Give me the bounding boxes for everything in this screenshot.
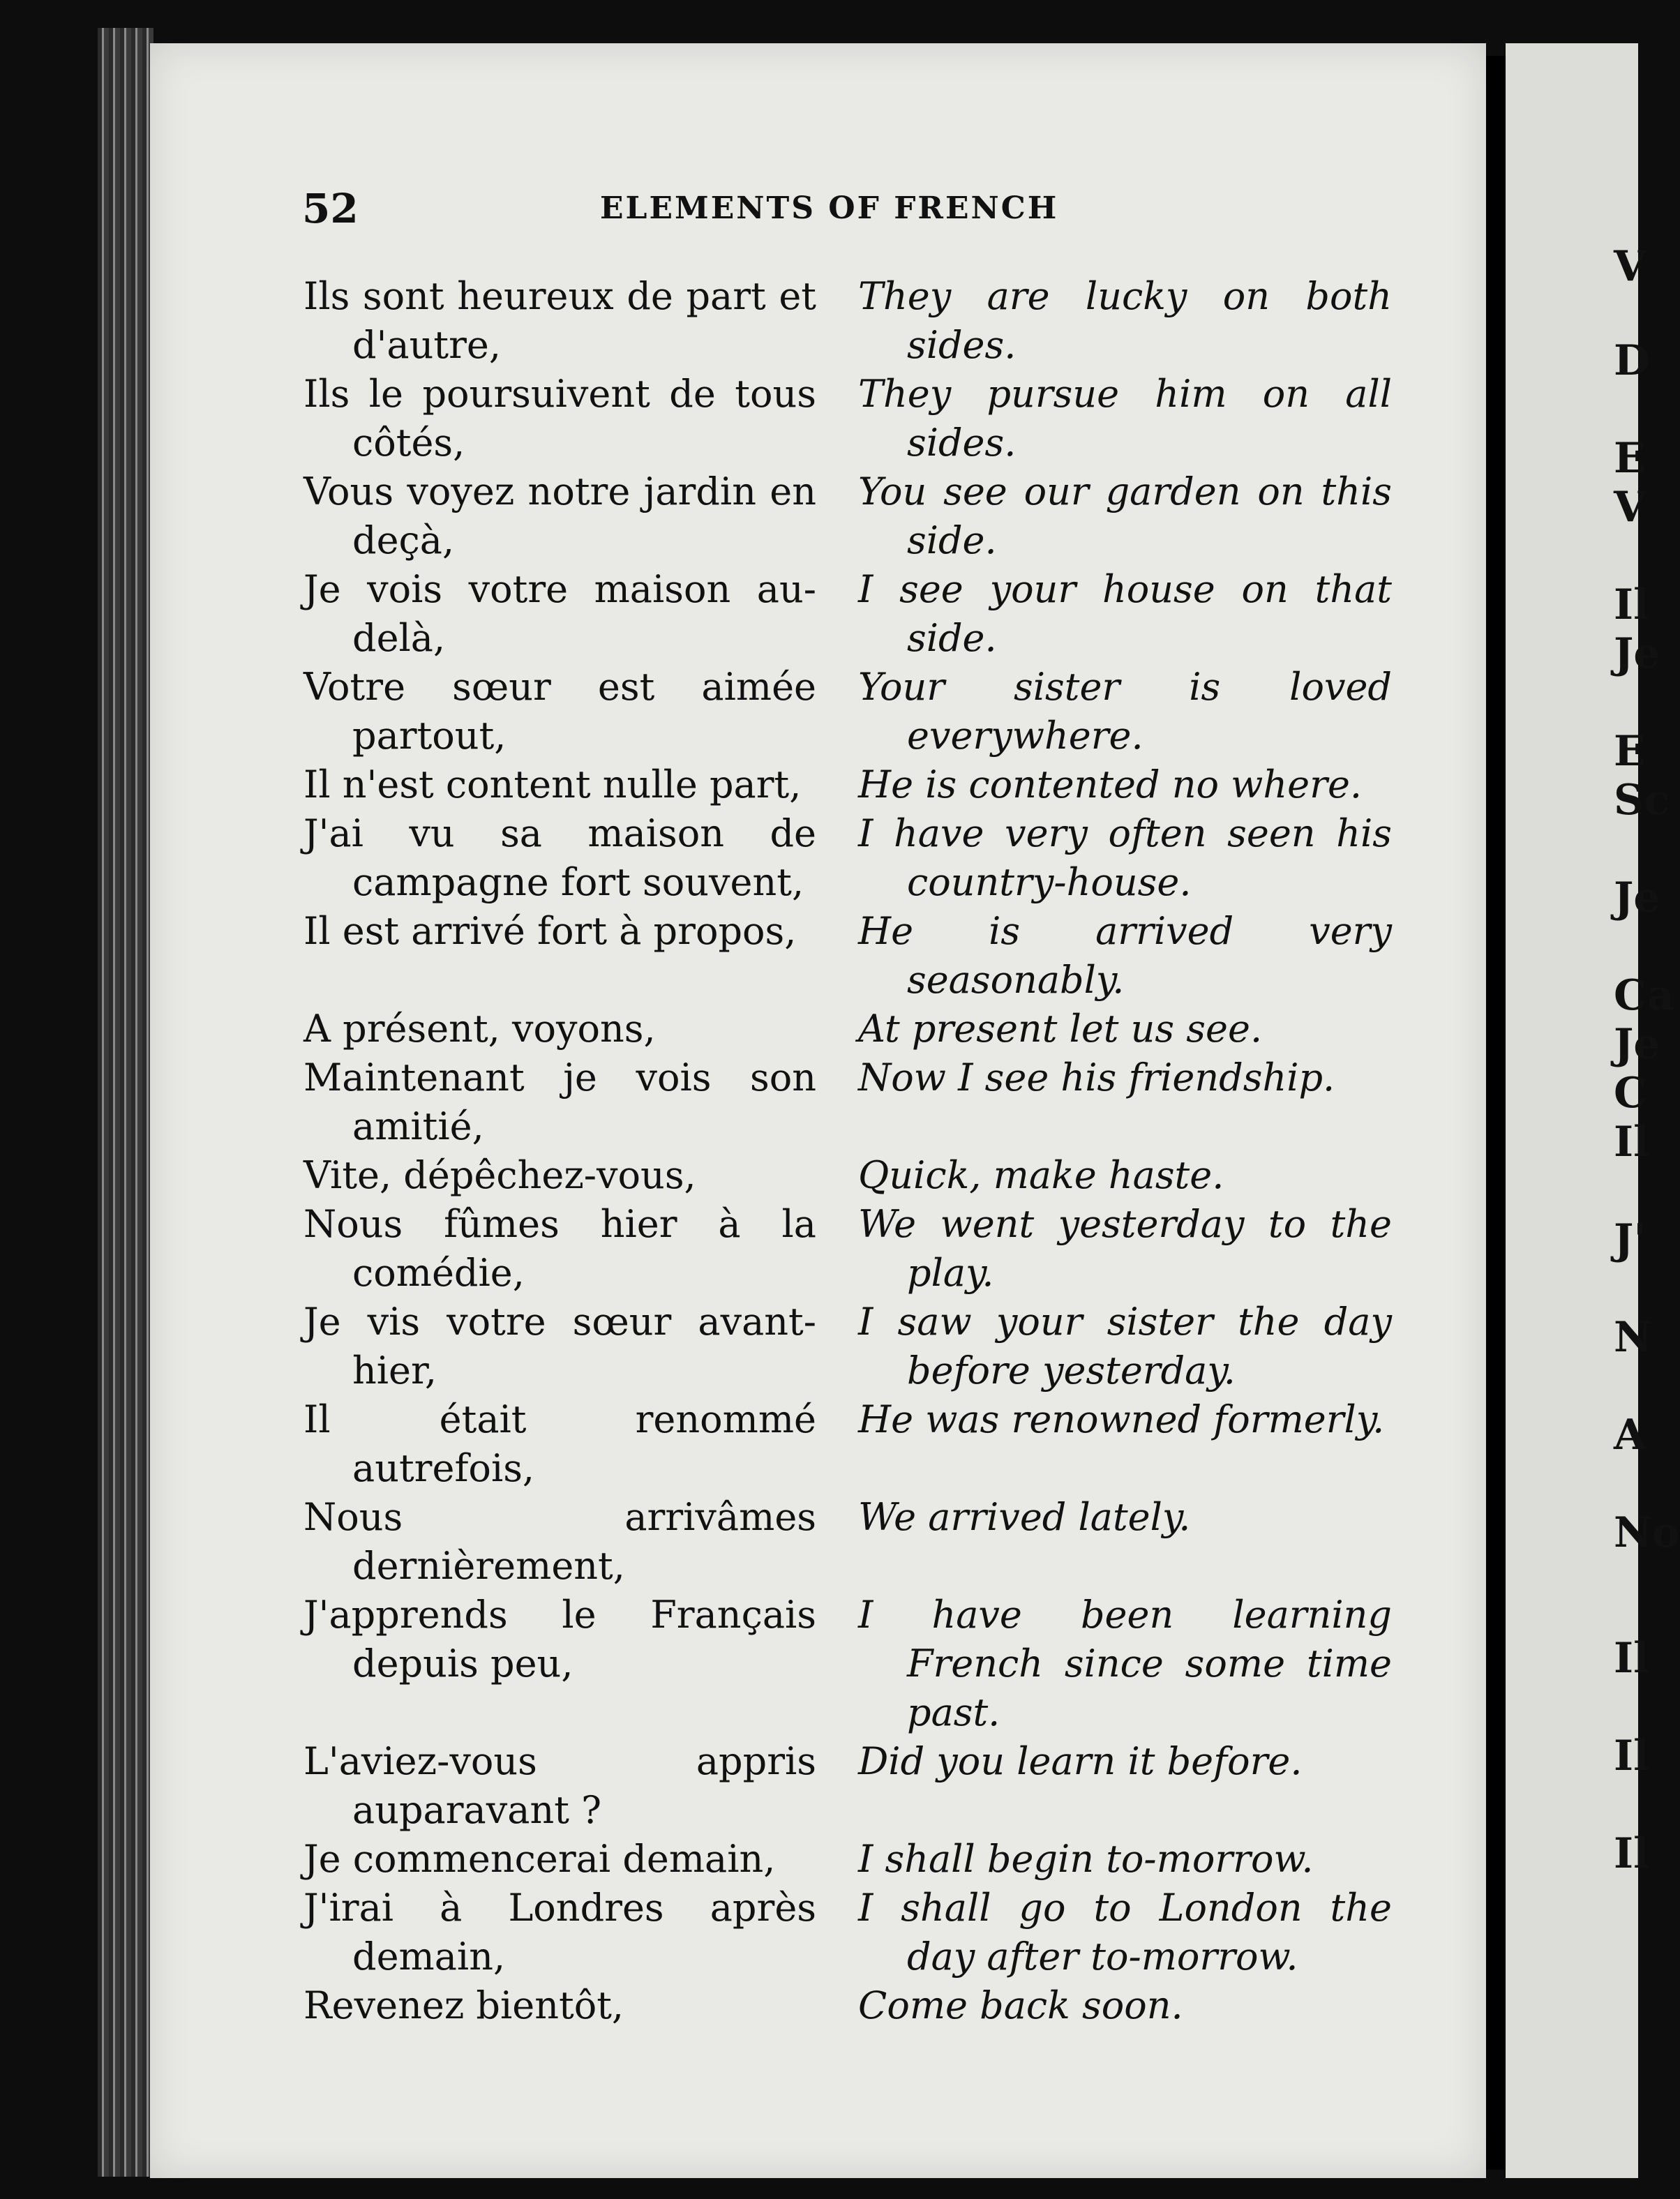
french-phrase: J'irai à Londres après demain, [303, 1886, 816, 1979]
page-number: 52 [302, 185, 359, 232]
edge-letter: Sc [1614, 776, 1670, 825]
french-phrase: Ils le poursuivent de tous côtés, [303, 372, 816, 465]
english-translation: I saw your sister the day before yesterday. [858, 1300, 1392, 1393]
phrase-entry [303, 1200, 1392, 1298]
edge-letter: Je [1614, 873, 1660, 922]
english-translation: He was renowned formerly. [858, 1397, 1385, 1441]
english-translation: Quick, make haste. [858, 1153, 1224, 1197]
french-phrase: Votre sœur est aimée partout, [303, 665, 816, 758]
facing-page-edge [1506, 43, 1680, 2178]
edge-letter: J' [1614, 1215, 1647, 1264]
french-phrase: A présent, voyons, [303, 1007, 656, 1051]
french-phrase: Ils sont heureux de part et d'autre, [303, 274, 816, 367]
french-phrase: Je vois votre maison au-delà, [303, 567, 816, 660]
edge-letter: No [1614, 1508, 1680, 1557]
english-translation: I have been learning French since some time past. [858, 1593, 1392, 1734]
book-gutter [1486, 56, 1506, 2170]
french-phrase: Il est arrivé fort à propos, [303, 909, 797, 953]
phrase-entry [303, 1737, 1392, 1835]
english-translation: He is arrived very seasonably. [858, 909, 1392, 1002]
phrase-entry [303, 1591, 1392, 1737]
english-translation: They pursue him on all sides. [858, 372, 1392, 465]
french-phrase: Revenez bientôt, [303, 1983, 624, 2027]
french-phrase: Je vis votre sœur avant-hier, [303, 1300, 816, 1393]
edge-letter: V [1614, 242, 1647, 291]
english-translation: He is contented no where. [858, 763, 1363, 806]
english-translation: I have very often seen his country-house. [858, 811, 1392, 904]
edge-letter: Il [1614, 1634, 1649, 1683]
english-translation: I shall begin to-morrow. [858, 1837, 1314, 1881]
edge-letter: C [1614, 1069, 1647, 1118]
edge-letter: Je [1614, 629, 1660, 678]
english-translation: You see our garden on this side. [858, 470, 1392, 562]
french-phrase: Vite, dépêchez-vous, [303, 1153, 696, 1197]
french-phrase: Vous voyez notre jardin en deçà, [303, 470, 816, 562]
phrase-entry [303, 1884, 1392, 1981]
french-phrase: Nous fûmes hier à la comédie, [303, 1202, 816, 1295]
phrase-entry [303, 663, 1392, 760]
phrase-entry [303, 907, 1392, 1005]
french-phrase: J'ai vu sa maison de campagne fort souvent, [303, 811, 816, 904]
french-phrase: J'apprends le Français depuis peu, [303, 1593, 816, 1686]
english-translation: Come back soon. [858, 1983, 1183, 2027]
french-phrase: Nous arrivâmes dernièrement, [303, 1495, 816, 1588]
english-translation: I see your house on that side. [858, 567, 1392, 660]
edge-letter: Il [1614, 1829, 1649, 1878]
english-translation: They are lucky on both sides. [858, 274, 1392, 367]
edge-letter: A [1614, 1411, 1647, 1459]
phrase-entry [303, 565, 1392, 663]
running-head [150, 185, 1486, 241]
edge-letter: D [1614, 336, 1651, 385]
phrase-entry [303, 370, 1392, 467]
french-phrase: Il n'est content nulle part, [303, 763, 802, 806]
phrase-entry [303, 1395, 1392, 1493]
phrase-entry [303, 1151, 1392, 1200]
english-translation: I shall go to London the day after to-morrow. [858, 1886, 1392, 1979]
french-phrase: Maintenant je vois son amitié, [303, 1056, 816, 1148]
edge-letter: Je [1614, 1020, 1660, 1069]
english-translation: Your sister is loved everywhere. [858, 665, 1392, 758]
phrase-entry [303, 1835, 1392, 1884]
running-title: ELEMENTS OF FRENCH [600, 190, 1059, 226]
phrase-list [303, 272, 1392, 2030]
french-phrase: L'aviez-vous appris auparavant ? [303, 1739, 816, 1832]
phrase-entry [303, 1053, 1392, 1151]
edge-letter: E [1614, 727, 1646, 776]
edge-letter: Il [1614, 580, 1649, 629]
edge-letter: Il [1614, 1118, 1649, 1166]
phrase-entry [303, 1298, 1392, 1395]
phrase-entry [303, 467, 1392, 565]
english-translation: We went yesterday to the play. [858, 1202, 1392, 1295]
book-page-edges [98, 28, 153, 2177]
french-phrase: Il était renommé autrefois, [303, 1397, 816, 1490]
edge-letter: V [1614, 483, 1647, 532]
edge-letter: E [1614, 434, 1646, 483]
english-translation: We arrived lately. [858, 1495, 1191, 1539]
english-translation: Did you learn it before. [858, 1739, 1303, 1783]
edge-letter: N [1614, 1313, 1652, 1362]
phrase-entry [303, 1005, 1392, 1053]
phrase-entry [303, 1493, 1392, 1591]
french-phrase: Je commencerai demain, [303, 1837, 776, 1881]
edge-letter: Il [1614, 1732, 1649, 1780]
edge-letter: Ca [1614, 971, 1674, 1020]
english-translation: Now I see his friendship. [858, 1056, 1335, 1100]
phrase-entry [303, 1981, 1392, 2030]
phrase-entry [303, 272, 1392, 370]
english-translation: At present let us see. [858, 1007, 1263, 1051]
phrase-entry [303, 809, 1392, 907]
phrase-entry [303, 760, 1392, 809]
